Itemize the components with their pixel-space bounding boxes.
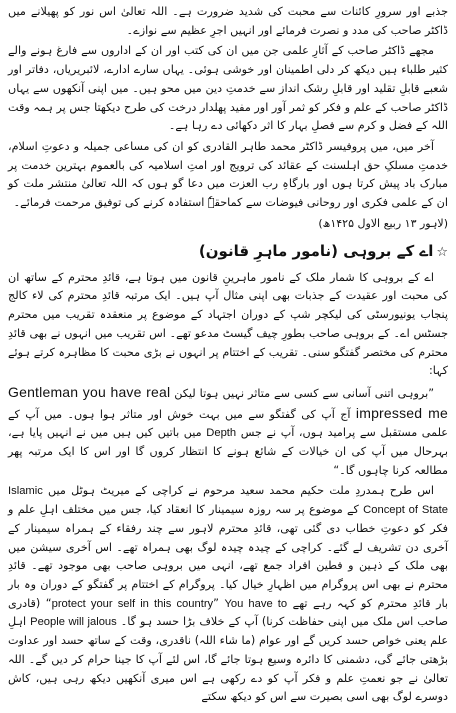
- star-icon: ☆: [436, 244, 448, 260]
- english-phrase: impressed me: [355, 404, 448, 421]
- english-phrase: Depth: [206, 427, 237, 440]
- paragraph-text: (قادری صاحب اس ملک میں اپنی حفاظت کرنا) آپ کے خلاف بڑا حسد ہو گا۔: [8, 596, 449, 629]
- date-line: (لاہور ۱۳ ربیع الاول ۱۴۲۵ھ): [318, 216, 448, 230]
- english-phrase: You have to: [224, 597, 288, 610]
- paragraph-text: اس طرح ہمدردِ ملت حکیم محمد سعید مرحوم نے کراچی کے میریٹ ہوٹل میں: [48, 484, 434, 498]
- paragraph-brohi-quote: [8, 383, 448, 481]
- quote-text: میں باتیں کیں ہیں میں نے انہیں پایا ہے، بہرحال میں آپ کی ان خیالات کے شائع ہونے کا انتظار کروں گا اور اس کا ایک مرتبہ پھر مطالعہ کرنا چاہوں گا۔“: [8, 426, 448, 477]
- paragraph-text: جذبے اور سرورِ کائنات سے محبت کی شدید ضرورت ہے۔ اللہ تعالیٰ اس نور کو پھیلانے میں ڈاکٹر صاحب کی مدد و نصرت فرمائے اور انہیں اجرِ عظیم سے نوازے۔: [8, 5, 448, 37]
- english-phrase: protect your self in this country: [51, 597, 214, 610]
- paragraph-text: مجھے ڈاکٹر صاحب کے آثارِ علمی جن میں ان کی کتب اور ان کے اداروں سے فارغ ہونے والے کثیر طلباء ہیں دیکھ کر دلی اطمینان اور خوشی ہوئی۔ یہاں سارے ادارے، لائبریریاں، دفاتر اور شعبے قابلِ تقلید اور قابلِ رشک انداز سے خدمتِ دین میں محو ہیں۔ میں اپنی آنکھوں سے یہاں ڈاکٹر صاحب کے علم و فکر کو ثمر آور اور مفید پھلدار درخت کی طرح دیکھتا جس پر ہمہ وقت اللہ کے فضل و کرم سے فصلِ بہار کا اثر دکھائی دے رہا ہے۔: [8, 44, 448, 133]
- paragraph-text: اہلِ علم یعنی خواص حسد کریں گے اور عوام (ما شاء اللہ) ناقدری، وقت کے ساتھ حسد اور عداوت بڑھتی جائے گی، دشمنی کا دائرہ وسیع ہوتا جائے گا، اس لئے آپ کا جینا حرام کر دیں گے۔ اللہ تعالیٰ نے جو نعمتِ علم و فکر آپ کو دے رکھی ہے اس میری آنکھیں دیکھ رہی ہیں، کاش دوسرے لوگ بھی اسی بصیرت سے اس کو دیکھ سکتے: [8, 615, 448, 704]
- document-page: [8, 3, 448, 711]
- paragraph-text: اے کے بروہی کا شمار ملک کے نامور ماہرینِ قانون میں ہوتا ہے، قائدِ محترم کے ساتھ ان کی محبت اور عقیدت کے جذبات بھی اپنی مثال آپ ہیں۔ ایک مرتبہ قائدِ محترم کی لاء کالج پنجاب یونیورسٹی کی لیکچر شپ کے دوران اجتہاد کے موضوع پر منعقدہ تقریب میں محترم جسٹس اے۔ کے بروہی صاحب بطورِ چیف گیسٹ مدعو تھے۔ اس تقریب میں انہوں نے بھی قائدِ محترم کی مختصر گفتگو سنی۔ تقریب کے اختتام پر انہوں نے بڑی محبت کا مظاہرہ کرتے ہوئے کہا:: [8, 270, 448, 378]
- paragraph-brohi-intro: [8, 269, 448, 381]
- english-phrase: People will jalous: [30, 616, 117, 629]
- paragraph-impressions: [8, 42, 448, 136]
- english-phrase: Islamic Concept of State: [8, 485, 448, 517]
- paragraph-text: آخر میں، میں پروفیسر ڈاکٹر محمد طاہر القادری کو ان کی مساعی جمیلہ و دعوتِ اسلام، خدمتِ مسلکِ حق اہلسنت کے عقائد کی ترویج اور امتِ اسلامیہ کی بالعموم بہترین خدمت پر مبارک باد پیش کرتا ہوں اور بارگاہِ رب العزت میں دعا گو ہوں کہ اللہ تعالیٰ منتشر ملت کو ان کے علمی فکری اور روحانی فیوضات سے کماحقہٗ استفادہ کرنے کی توفیق مرحمت فرمائے۔: [8, 139, 448, 210]
- heading-title: اے کے بروہی (نامور ماہرِ قانون): [198, 241, 434, 260]
- quote-text: ”بروہی اتنی آسانی سے کسی سے متاثر نہیں ہوتا لیکن: [174, 386, 434, 400]
- english-phrase: Gentleman you have real: [8, 383, 171, 400]
- paragraph-seminar: اس طرح ہمدردِ ملت حکیم محمد سعید مرحوم نے کراچی کے میریٹ ہوٹل میں Islamic Concept of State کے موضوع پر سہ روزہ سیمینار کا انعقاد کیا، جس میں مختلف اہلِ علم و فکر کو دعوتِ خطاب دی گئی تھی، قائدِ محترم لاہور سے چند رفقاء کے ہمراہ سیمینار کے آخری دن تشریف لے گئے۔ کراچی کے چیدہ چیدہ لوگ بھی ہمراہ تھے۔ اس آخری سیشن میں بھی ملک کے ذہین و فطین افراد جمع تھے، انہی میں بروہی صاحب بھی موجود تھے۔ قائدِ محترم نے بھی اس پروگرام میں اظہارِ خیال کیا۔ پروگرام کے اختتام پر گفتگو کے دوران وہ بار بار قائدِ محترم کو کہہ رہے تھے You have to ”protect your self in this country“ (قادری صاحب اس ملک میں اپنی حفاظت کرنا) آپ کے خلاف بڑا حسد ہو گا۔ People will jalous اہلِ علم یعنی خواص حسد کریں گے اور عوام (ما شاء اللہ) ناقدری، وقت کے ساتھ حسد اور عداوت بڑھتی جائے گی، دشمنی کا دائرہ وسیع ہوتا جائے گا، اس لئے آپ کا جینا حرام کر دیں گے۔ اللہ تعالیٰ نے جو نعمتِ علم و فکر آپ کو دے رکھی ہے اس میری آنکھیں دیکھ رہی ہیں، کاش دوسرے لوگ بھی اسی بصیرت سے اس کو دیکھ سکتے: [8, 484, 449, 704]
- paragraph-text: کے موضوع پر سہ روزہ سیمینار کا انعقاد کیا، جس میں مختلف اہلِ علم و فکر کو دعوتِ خطاب دی گئی تھی، قائدِ محترم لاہور سے چند رفقاء کے ہمراہ سیمینار کے آخری دن تشریف لے گئے۔ کراچی کے چیدہ چیدہ لوگ بھی ہمراہ تھے۔ اس آخری سیشن میں بھی ملک کے ذہین و فطین افراد جمع تھے، انہی میں بروہی صاحب بھی موجود تھے۔ قائدِ محترم نے بھی اس پروگرام میں اظہارِ خیال کیا۔ پروگرام کے اختتام پر گفتگو کے دوران وہ بار بار قائدِ محترم کو کہہ رہے تھے: [8, 503, 449, 610]
- paragraph-intro-closing: [8, 3, 448, 40]
- quote-text: آج آپ کی گفتگو سے میں بہت خوش اور متاثر ہوا ہوں۔ میں آپ کے علمی مستقبل سے پرامید ہوں، آپ نے جس: [8, 407, 448, 440]
- paragraph-conclusion: [8, 138, 448, 213]
- section-heading: [8, 239, 448, 265]
